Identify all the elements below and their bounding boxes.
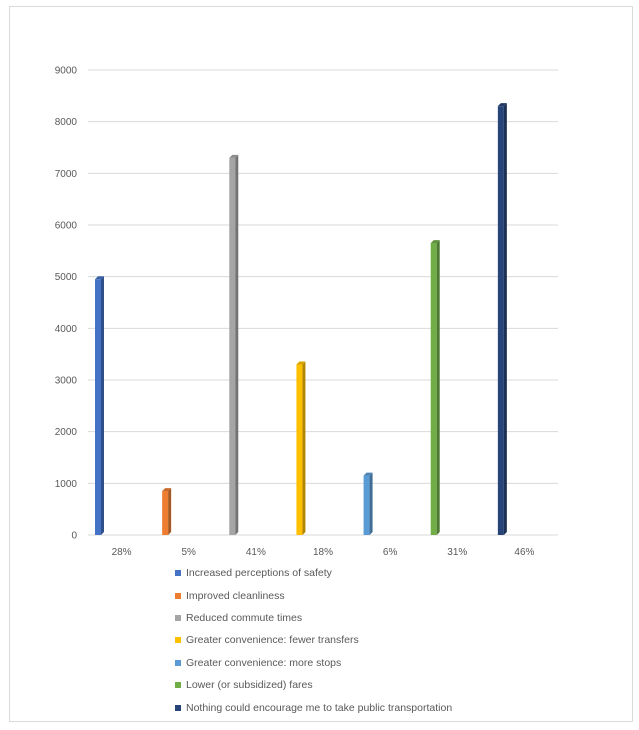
bar-side bbox=[504, 103, 507, 535]
legend-label: Lower (or subsidized) fares bbox=[186, 679, 313, 692]
legend-label: Increased perceptions of safety bbox=[186, 567, 332, 580]
legend-swatch bbox=[175, 682, 181, 688]
legend-label: Improved cleanliness bbox=[186, 589, 285, 602]
y-tick-label: 8000 bbox=[54, 117, 77, 129]
x-category-label: 46% bbox=[514, 547, 535, 558]
bar-side bbox=[370, 473, 373, 535]
bar-side bbox=[437, 240, 440, 535]
y-tick-label: 0 bbox=[71, 530, 77, 542]
legend-item bbox=[175, 674, 452, 696]
bar-side bbox=[235, 155, 238, 535]
bar bbox=[431, 243, 437, 535]
legend-label: Greater convenience: more stops bbox=[186, 656, 342, 669]
legend-swatch bbox=[175, 705, 181, 711]
bar bbox=[95, 279, 101, 535]
bar-side bbox=[168, 488, 171, 535]
legend-swatch bbox=[175, 615, 181, 621]
bar bbox=[364, 476, 370, 535]
x-category-label: 28% bbox=[111, 547, 132, 558]
legend-label: Nothing could encourage me to take public transportation bbox=[186, 701, 453, 714]
chart-legend bbox=[175, 562, 452, 719]
y-tick-label: 7000 bbox=[54, 168, 77, 180]
y-tick-label: 6000 bbox=[54, 220, 77, 232]
legend-item bbox=[175, 629, 452, 651]
legend-item bbox=[175, 607, 452, 629]
legend-item bbox=[175, 696, 452, 718]
legend-swatch bbox=[175, 660, 181, 666]
legend-swatch bbox=[175, 570, 181, 576]
x-category-label: 41% bbox=[245, 547, 266, 558]
y-tick-label: 9000 bbox=[54, 65, 77, 77]
bar-side bbox=[101, 276, 104, 535]
legend-swatch bbox=[175, 637, 181, 643]
y-tick-label: 4000 bbox=[54, 323, 77, 335]
legend-swatch bbox=[175, 593, 181, 599]
y-tick-label: 2000 bbox=[54, 427, 77, 439]
y-tick-label: 3000 bbox=[54, 375, 77, 387]
bar-side bbox=[302, 362, 305, 536]
y-tick-label: 1000 bbox=[54, 478, 77, 490]
legend-label: Greater convenience: fewer transfers bbox=[186, 634, 359, 647]
x-category-label: 31% bbox=[447, 547, 468, 558]
legend-item bbox=[175, 652, 452, 674]
legend-label: Reduced commute times bbox=[186, 611, 303, 624]
legend-item bbox=[175, 562, 452, 584]
legend-item bbox=[175, 584, 452, 606]
y-tick-label: 5000 bbox=[54, 272, 77, 284]
x-category-label: 18% bbox=[312, 547, 334, 558]
x-category-label: 6% bbox=[382, 547, 398, 558]
x-category-label: 5% bbox=[181, 547, 196, 558]
bar bbox=[498, 106, 504, 535]
bar bbox=[162, 491, 168, 535]
bar bbox=[229, 158, 235, 535]
bar bbox=[296, 365, 302, 536]
